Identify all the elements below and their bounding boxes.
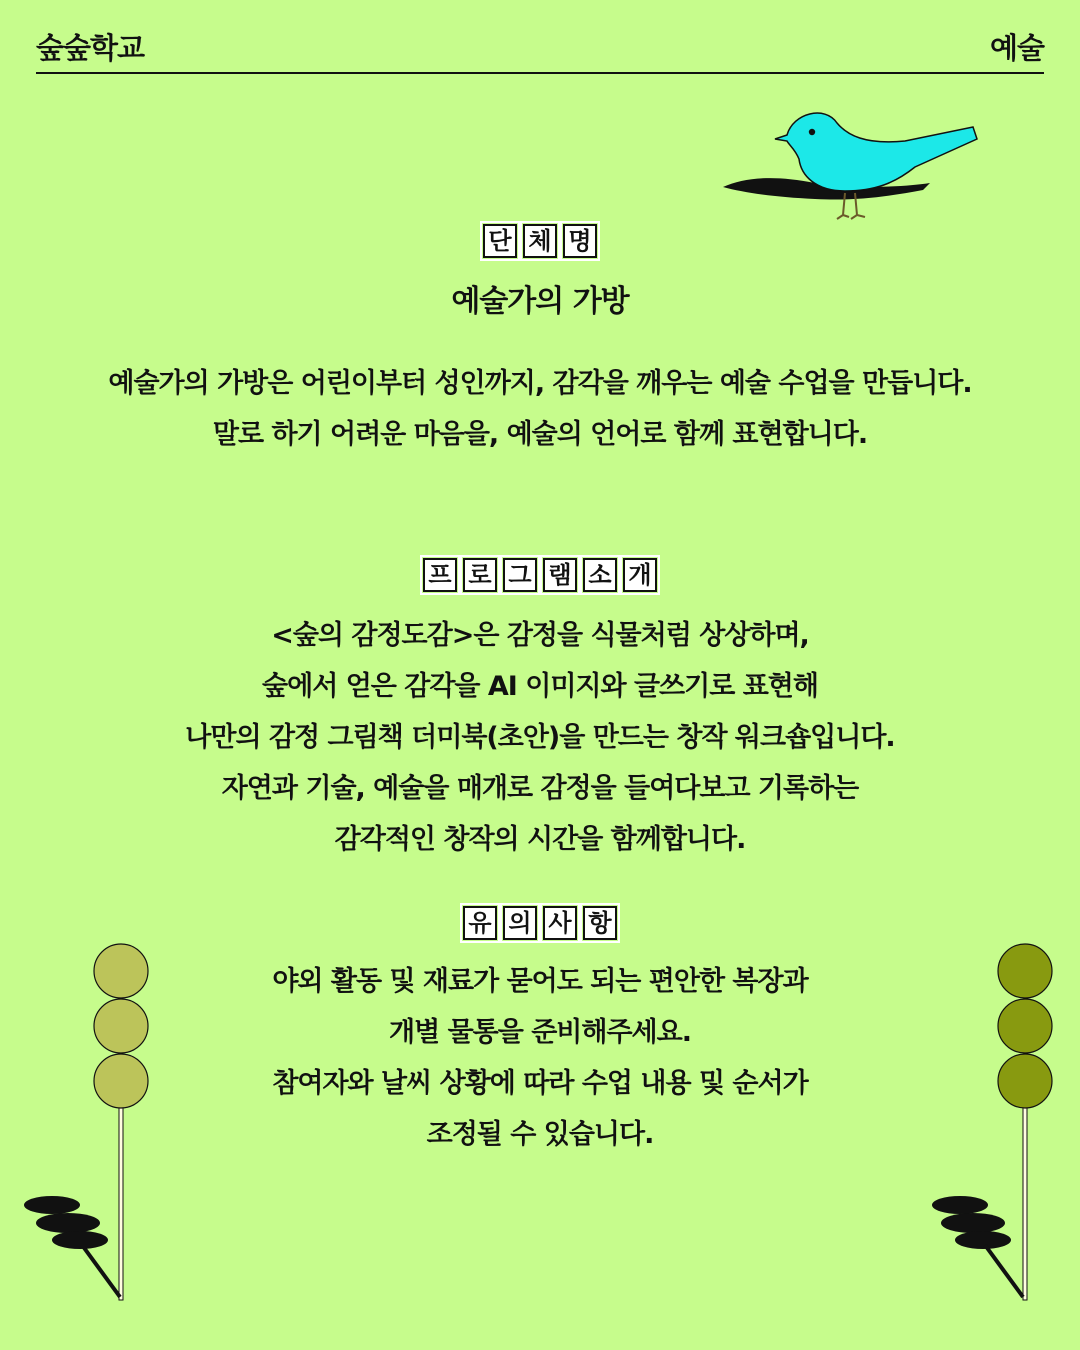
notice-section-label <box>0 906 1080 940</box>
bird-illustration <box>715 105 990 230</box>
program-desc-line: 숲에서 얻은 감각을 AI 이미지와 글쓰기로 표현해 <box>262 671 818 702</box>
header-bar <box>36 20 1044 74</box>
label-char: 개 <box>623 558 657 592</box>
program-section-label <box>0 558 1080 592</box>
label-char: 명 <box>563 224 597 258</box>
label-char: 램 <box>543 558 577 592</box>
label-char: 그 <box>503 558 537 592</box>
org-desc-line: 예술가의 가방은 어린이부터 성인까지, 감각을 깨우는 예술 수업을 만듭니다. <box>108 368 972 399</box>
org-description <box>40 358 1040 460</box>
org-section-label <box>0 224 1080 258</box>
notice-line: 야외 활동 및 재료가 묻어도 되는 편안한 복장과 <box>272 966 808 997</box>
org-name-block <box>40 276 1040 327</box>
label-char: 항 <box>583 906 617 940</box>
category-label: 예술 <box>989 30 1044 65</box>
program-desc-line: 자연과 기술, 예술을 매개로 감정을 들여다보고 기록하는 <box>221 773 859 804</box>
program-desc-line: 감각적인 창작의 시간을 함께합니다. <box>334 824 746 855</box>
right-plant-illustration <box>925 935 1065 1310</box>
label-char: 소 <box>583 558 617 592</box>
label-char: 유 <box>463 906 497 940</box>
notice-line: 조정될 수 있습니다. <box>426 1119 654 1150</box>
label-char: 사 <box>543 906 577 940</box>
notice-description <box>40 956 1040 1160</box>
label-char: 체 <box>523 224 557 258</box>
school-name: 숲숲학교 <box>36 30 145 65</box>
org-name: 예술가의 가방 <box>451 284 629 319</box>
label-char: 단 <box>483 224 517 258</box>
label-char: 로 <box>463 558 497 592</box>
program-desc-line: 나만의 감정 그림책 더미북(초안)을 만드는 창작 워크숍입니다. <box>185 722 895 753</box>
notice-line: 참여자와 날씨 상황에 따라 수업 내용 및 순서가 <box>272 1068 808 1099</box>
label-char: 의 <box>503 906 537 940</box>
program-description <box>40 610 1040 865</box>
left-plant-illustration <box>20 935 160 1310</box>
program-desc-line: <숲의 감정도감>은 감정을 식물처럼 상상하며, <box>271 620 809 651</box>
notice-line: 개별 물통을 준비해주세요. <box>389 1017 691 1048</box>
org-desc-line: 말로 하기 어려운 마음을, 예술의 언어로 함께 표현합니다. <box>212 419 868 450</box>
label-char: 프 <box>423 558 457 592</box>
